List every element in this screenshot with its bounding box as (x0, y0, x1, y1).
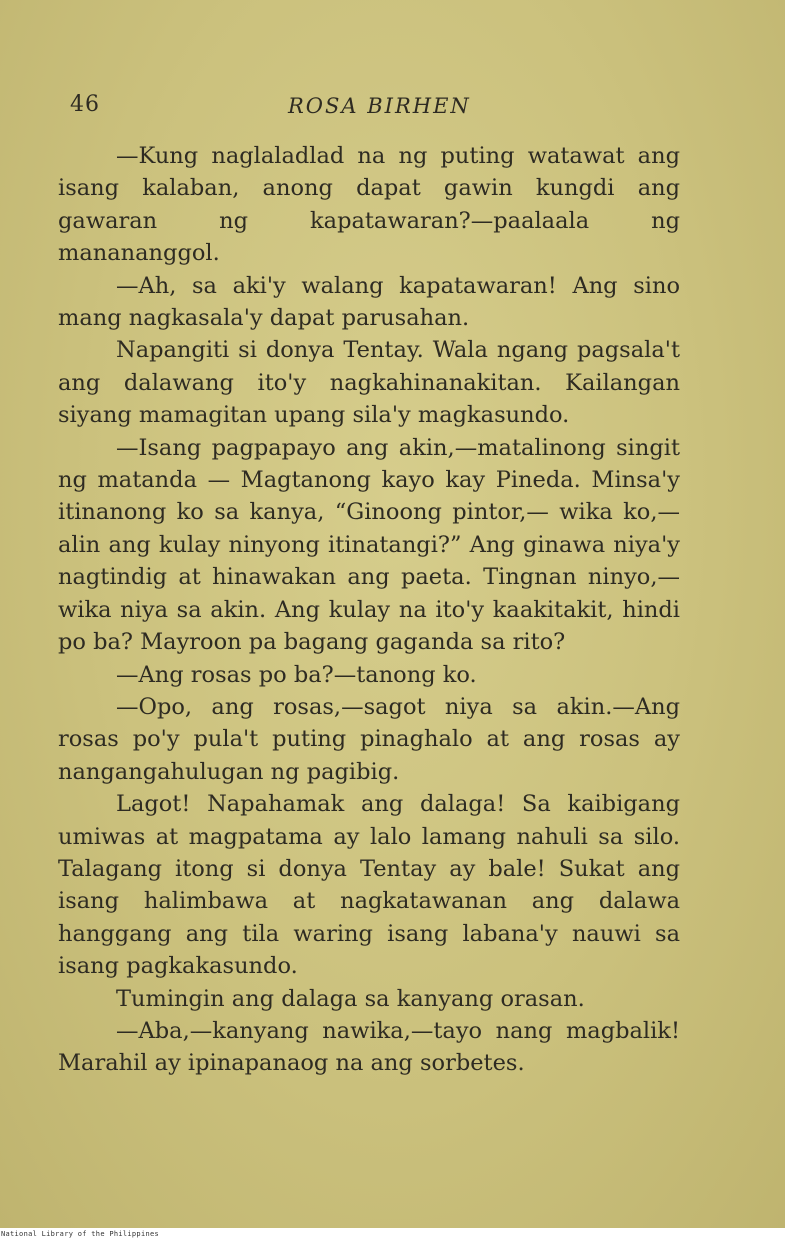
paragraph: —Kung naglaladlad na ng puting watawat ang isang kalaban, anong dapat gawin kungdi ang gawaran ng kapatawaran?—paalaala ng manananggol. (58, 143, 680, 267)
book-title: ROSA BIRHEN (288, 94, 471, 118)
paragraph: Tumingin ang dalaga sa kanyang orasan. (116, 985, 585, 1012)
paragraph: —Isang pagpapayo ang akin,—matalinong singit ng matanda — Magtanong kayo kay Pineda. Minsa'y itinanong ko sa kanya, “Ginoong pintor,— wika ko,—alin ang kulay ninyong itinatangi?” Ang ginawa niya'y nagtindig at hinawakan ang paeta. Tingnan ninyo,—wika niya sa akin. Ang kulay na ito'y kaakitakit, hindi po ba? Mayroon pa bagang gaganda sa rito? (58, 434, 680, 656)
library-credit: National Library of the Philippines (1, 1230, 160, 1238)
body-text (58, 140, 680, 1080)
paragraph: Lagot! Napahamak ang dalaga! Sa kaibigang umiwas at magpatama ay lalo lamang nahuli sa silo. Talagang itong si donya Tentay ay bale! Sukat ang isang halimbawa at nagkatawanan ang dalawa hanggang ang tila waring isang labana'y nauwi sa isang pagkakasundo. (58, 791, 680, 980)
paragraph: —Opo, ang rosas,—sagot niya sa akin.—Ang rosas po'y pula't puting pinaghalo at ang rosas ay nangangahulugan ng pagibig. (58, 693, 680, 785)
paragraph: —Ang rosas po ba?—tanong ko. (116, 661, 477, 688)
page-number: 46 (70, 92, 100, 117)
paragraph: —Ah, sa aki'y walang kapatawaran! Ang sino mang nagkasala'y dapat parusahan. (58, 272, 680, 332)
running-head (70, 92, 670, 128)
paragraph: Napangiti si donya Tentay. Wala ngang pagsala't ang dalawang ito'y nagkahinanakitan. Kailangan siyang mamagitan upang sila'y magkasundo. (58, 337, 680, 429)
paragraph: —Aba,—kanyang nawika,—tayo nang magbalik! Marahil ay ipinapanaog na ang sorbetes. (58, 1017, 680, 1077)
